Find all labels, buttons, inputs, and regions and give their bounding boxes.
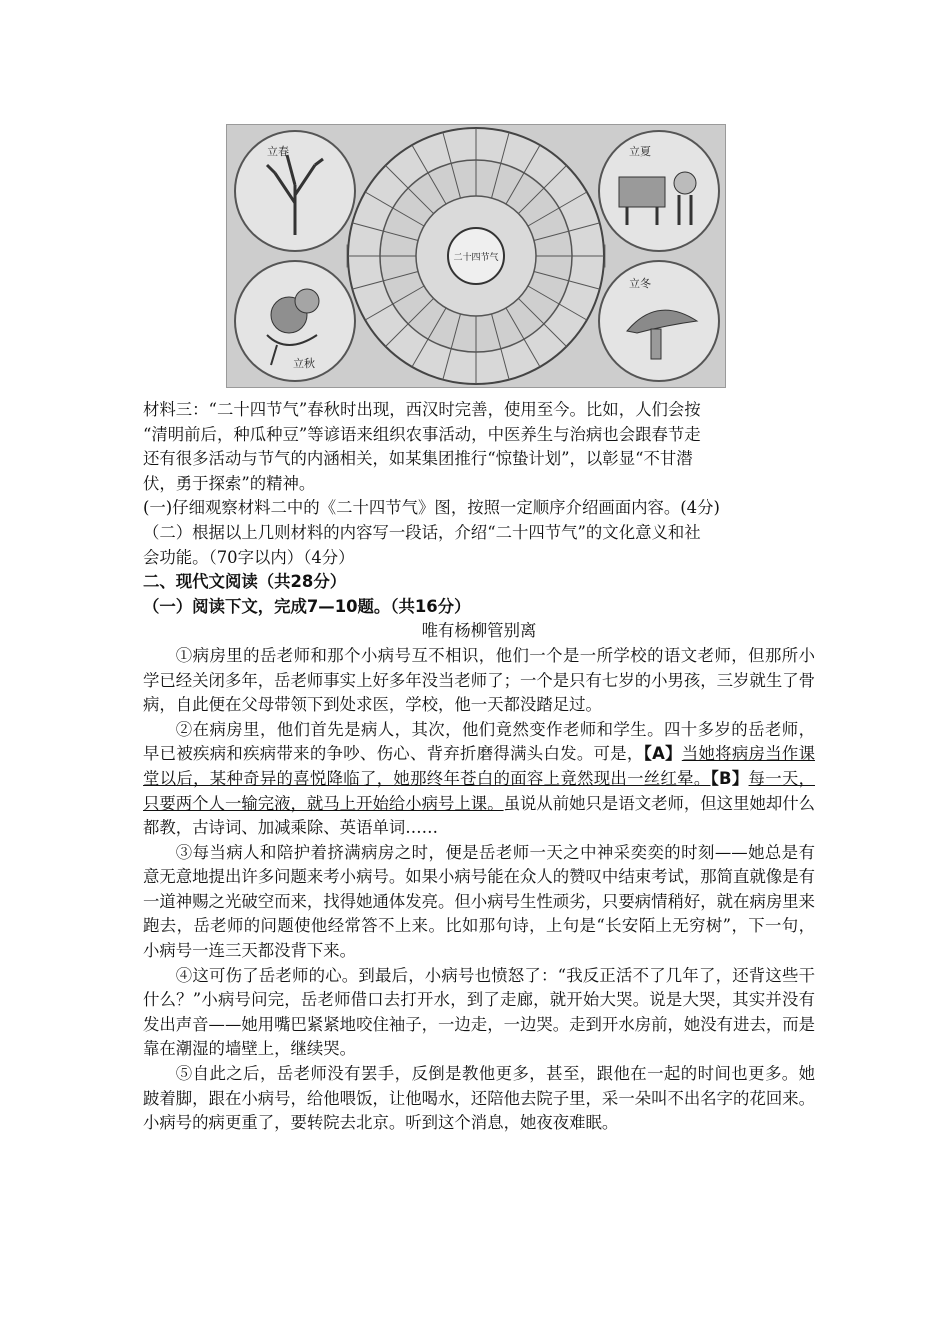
corner-label-4: 立冬 (629, 277, 651, 290)
material3-line-3: 还有很多活动与节气的内涵相关，如某集团推行“惊蛰计划”，以彰显“不甘潜 (143, 449, 693, 469)
paragraph-3: ③每当病人和陪护着挤满病房之时，便是岳老师一天之中神采奕奕的时刻——她总是有意无意地提出许多问题来考小病号。如果小病号能在众人的赞叹中结束考试，那简直就像是有一道神赐之光破空而来，找得她通体发亮。但小病号生性顽劣，只要病情稍好，就在病房里来跑去，岳老师的问题使他经常答不上来。比如那句诗，上句是“长安陌上无穷树”，下一句，小病号一连三天都没背下来。 (143, 842, 816, 961)
underlined-sentence-b: 每一天，只要两个人一输完液，就马上开始给小病号上课。 (143, 768, 815, 813)
underlined-sentence-a: 当她将病房当作课堂以后，某种奇异的喜悦降临了，她那终年苍白的面容上竟然现出一丝红晕。 (143, 744, 815, 788)
material3-line-4: 伏，勇于探索”的精神。 (143, 473, 316, 493)
solar-terms-illustration (227, 125, 725, 387)
marker-b: 【B】 (710, 768, 749, 788)
corner-label-2: 立夏 (629, 145, 651, 158)
material3-line-2: “清明前后，种瓜种豆”等谚语来组织农事活动，中医养生与治病也会跟春节走 (143, 424, 701, 444)
question-2-line-1: （二）根据以上几则材料的内容写一段话，介绍“二十四节气”的文化意义和社 (143, 522, 701, 542)
paragraph-1: ①病房里的岳老师和那个小病号互不相识，他们一个是一所学校的语文老师，但那所小学已经关闭多年，岳老师事实上好多年没当老师了；一个是只有七岁的小男孩，三岁就生了骨病，自此便在父母带领下到处求医，学校，他一天都没踏足过。 (143, 645, 816, 715)
section-heading: 二、现代文阅读（共28分） (143, 572, 347, 592)
paragraph-2-intro: ②在病房里，他们首先是病人，其次，他们竟然变作老师和学生。四十多岁的岳老师，早已被疾病和疾病带来的争吵、伤心、背弃折磨得满头白发。可是， (143, 719, 815, 764)
wheel-center-label: 二十四节气 (453, 253, 499, 263)
document-body (143, 398, 815, 1136)
material3-line-1: 材料三：“二十四节气”春秋时出现，西汉时完善，使用至今。比如，人们会按 (143, 400, 701, 419)
question-2-line-2: 会功能。（70字以内）（4分） (143, 547, 355, 567)
article-title: 唯有杨柳管别离 (421, 621, 537, 641)
corner-label-1: 立春 (267, 145, 289, 158)
paragraph-5: ⑤自此之后，岳老师没有罢手，反倒是教他更多，甚至，跟他在一起的时间也更多。她跛着脚，跟在小病号，给他喂饭，让他喝水，还陪他去院子里，采一朵叫不出名字的花回来。小病号的病更重了，要转院去北京。听到这个消息，她夜夜难眠。 (143, 1064, 816, 1133)
marker-a: 【A】 (643, 744, 682, 764)
corner-autumn-circle (235, 261, 355, 381)
section-subheading: （一）阅读下文，完成7—10题。（共16分） (143, 596, 471, 616)
paragraph-4: ④这可伤了岳老师的心。到最后，小病号也愤怒了：“我反正活不了几年了，还背这些干什么？”小病号问完，岳老师借口去打开水，到了走廊，就开始大哭。说是大哭，其实并没有发出声音——她用嘴巴紧紧地咬住袖子，一边走，一边哭。走到开水房前，她没有进去，而是靠在潮湿的墙壁上，继续哭。 (143, 965, 816, 1059)
paragraph-2-rest: 虽说从前她只是语文老师，但这里她却什么都教，古诗词、加减乘除、英语单词…… (143, 793, 816, 838)
corner-summer-circle (599, 131, 719, 251)
paragraph-2 (143, 718, 815, 841)
question-1: (一)仔细观察材料二中的《二十四节气》图，按照一定顺序介绍画面内容。(4分) (143, 498, 720, 518)
corner-winter-circle (599, 261, 719, 381)
corner-label-3: 立秋 (293, 357, 315, 370)
solar-terms-wheel (348, 128, 604, 384)
corner-spring-circle (235, 131, 355, 251)
solar-terms-figure (226, 124, 726, 388)
